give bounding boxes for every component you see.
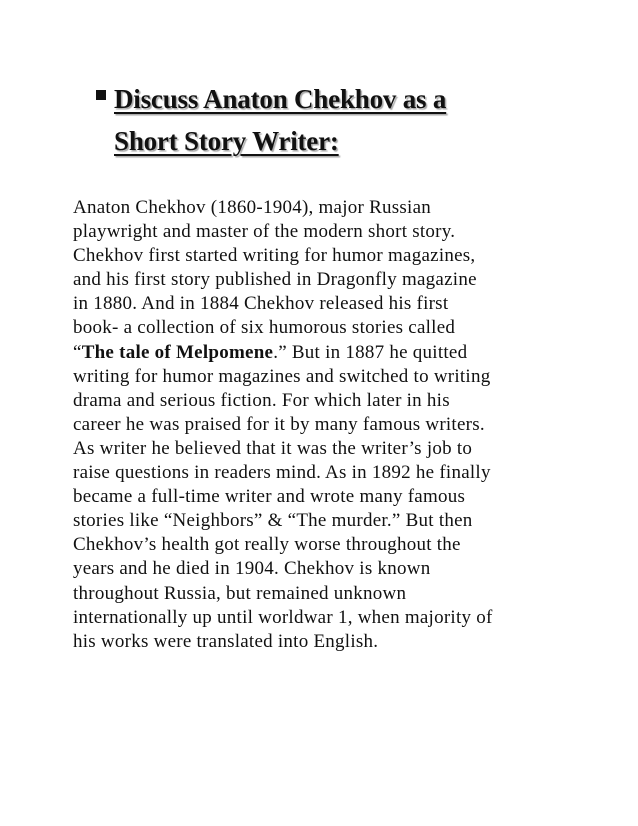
body-line: became a full-time writer and wrote many famous xyxy=(73,486,466,508)
body-line: stories like “Neighbors” & “The murder.” But then xyxy=(73,510,473,532)
body-line: writing for humor magazines and switched to writing xyxy=(73,365,491,387)
body-line: drama and serious fiction. For which later in his xyxy=(73,389,450,411)
body-paragraph xyxy=(73,196,573,654)
body-line xyxy=(73,341,573,365)
body-line: career he was praised for it by many famous writers. xyxy=(73,413,485,435)
open-quote: “ xyxy=(73,341,82,363)
body-line: Chekhov first started writing for humor magazines, xyxy=(73,245,476,267)
body-line: throughout Russia, but remained unknown xyxy=(73,582,407,604)
square-bullet-icon xyxy=(96,90,106,100)
body-line: Chekhov’s health got really worse throughout the xyxy=(73,534,461,556)
heading-line-1: Discuss Anaton Chekhov as a xyxy=(114,84,447,114)
body-line: Anaton Chekhov (1860-1904), major Russian xyxy=(73,197,432,218)
section-heading xyxy=(96,78,566,162)
body-line-rest: .” But in 1887 he quitted xyxy=(273,341,468,363)
body-line: internationally up until worldwar 1, when majority of xyxy=(73,606,493,628)
body-line: book- a collection of six humorous stories called xyxy=(73,317,456,339)
heading-text xyxy=(114,78,566,162)
body-line: playwright and master of the modern short story. xyxy=(73,221,456,243)
body-line: his works were translated into English. xyxy=(73,630,379,652)
body-line: raise questions in readers mind. As in 1892 he finally xyxy=(73,462,491,484)
heading-line-2: Short Story Writer: xyxy=(114,126,339,156)
body-line: As writer he believed that it was the writer’s job to xyxy=(73,437,473,459)
body-line: years and he died in 1904. Chekhov is known xyxy=(73,558,431,580)
book-title: The tale of Melpomene xyxy=(81,341,274,363)
body-line: and his first story published in Dragonfly magazine xyxy=(73,269,477,291)
body-line: in 1880. And in 1884 Chekhov released his first xyxy=(73,293,449,315)
